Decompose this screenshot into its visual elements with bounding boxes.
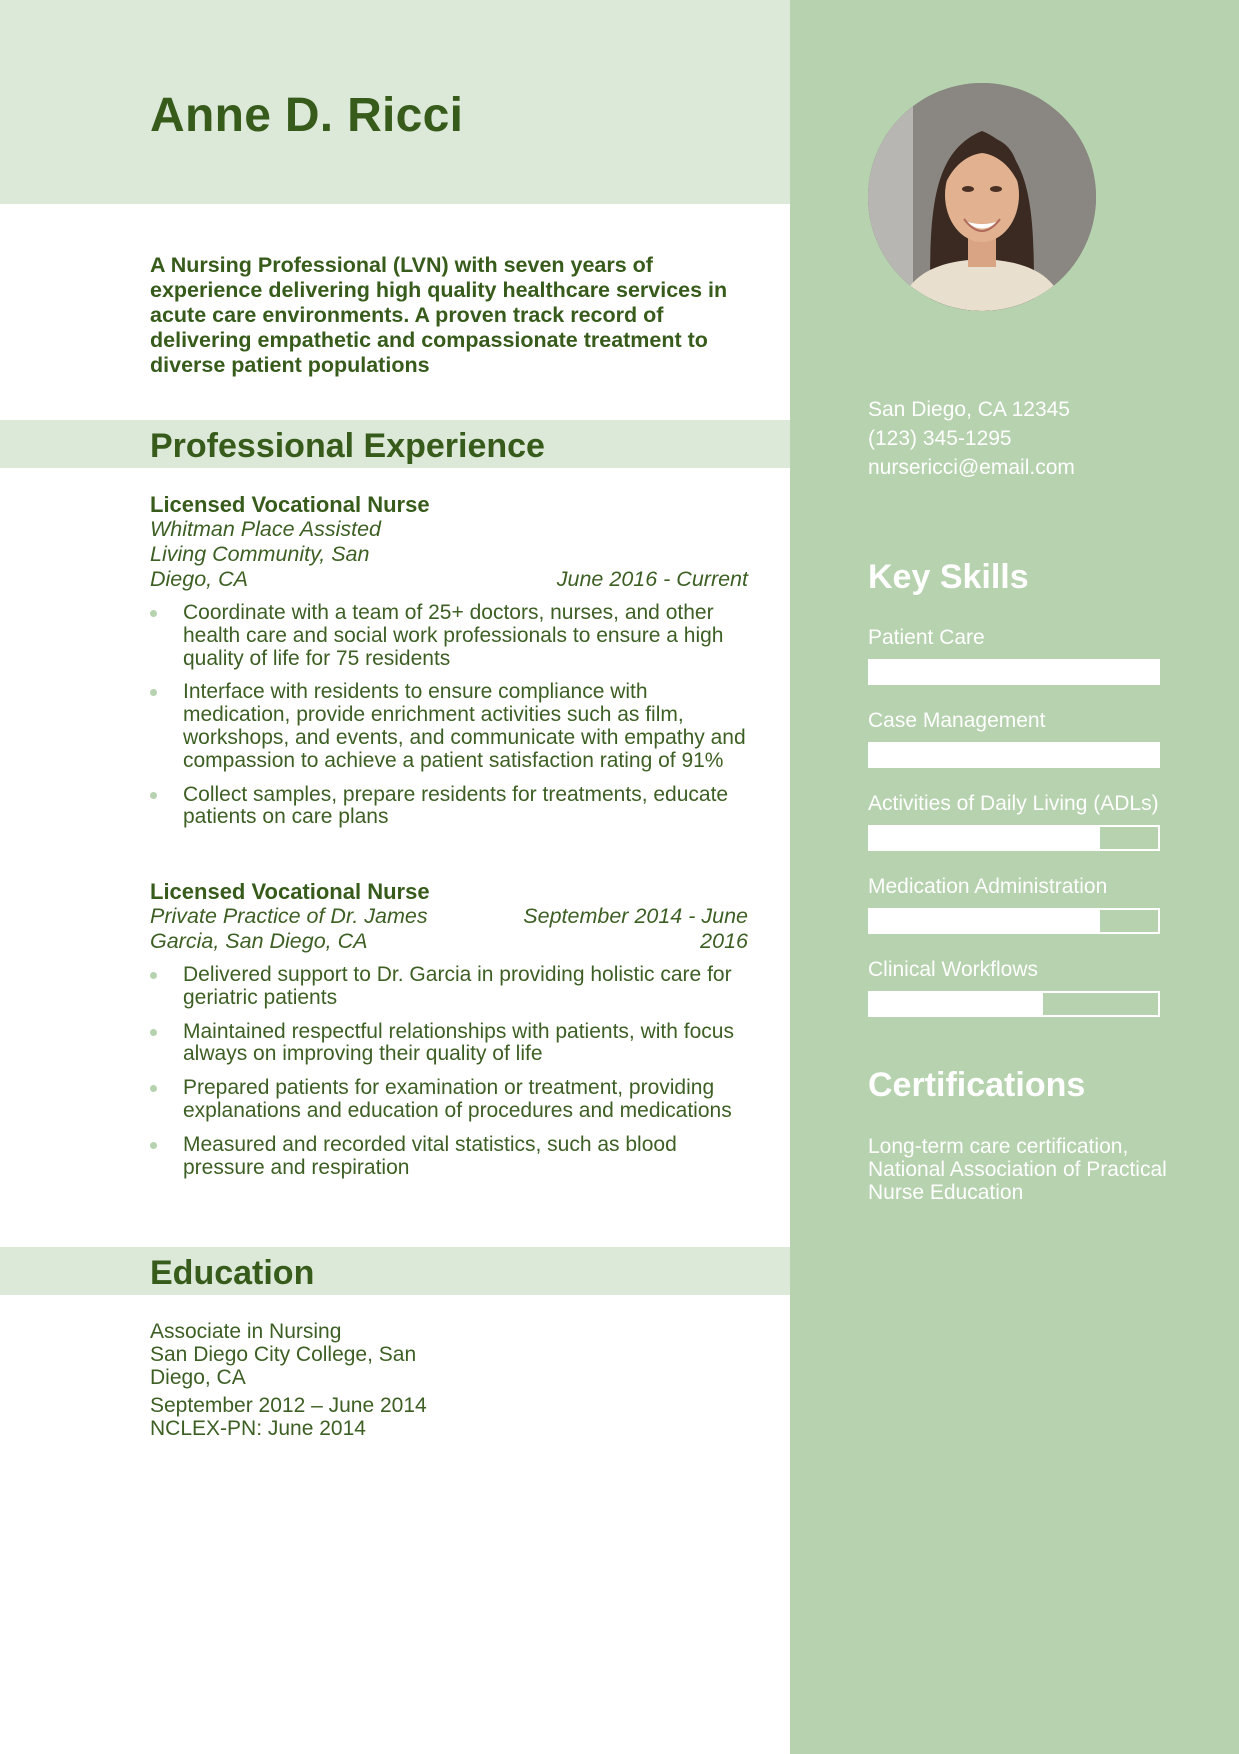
bullet-icon [150, 689, 157, 696]
job-bullets [150, 602, 748, 829]
skill-bar-fill [870, 827, 1100, 849]
job-meta [150, 517, 748, 592]
education-dates: September 2012 – June 2014 [150, 1394, 427, 1417]
education-school: San Diego City College, San Diego, CA [150, 1343, 417, 1389]
education-heading: Education [150, 1254, 315, 1292]
skill-label: Medication Administration [868, 875, 1108, 898]
bullet-icon [150, 1142, 157, 1149]
bullet-icon [150, 972, 157, 979]
skill-bar-fill [870, 661, 1158, 683]
job-employer: Whitman Place Assisted Living Community, San Diego, CA [150, 517, 382, 591]
bullet-text: Coordinate with a team of 25+ doctors, nurses, and other health care and social work professionals to ensure a high quality of life for 75 residents [183, 601, 724, 670]
education-license: NCLEX-PN: June 2014 [150, 1417, 366, 1440]
education-degree: Associate in Nursing [150, 1320, 342, 1343]
job-title: Licensed Vocational Nurse [150, 492, 430, 517]
skill-label: Clinical Workflows [868, 958, 1038, 981]
skill-item [868, 625, 1160, 685]
job-employer: Private Practice of Dr. James Garcia, San Diego, CA [150, 904, 428, 953]
skill-label: Patient Care [868, 626, 985, 649]
bullet-item [150, 1021, 748, 1067]
certifications-text: Long-term care certification, National Association of Practical Nurse Education [868, 1135, 1167, 1204]
bullet-item [150, 681, 748, 772]
contact-info [868, 395, 1075, 482]
job-entry [150, 879, 748, 1190]
bullet-text: Maintained respectful relationships with patients, with focus always on improving their quality of life [183, 1019, 734, 1066]
skill-bar [868, 908, 1160, 934]
skill-bar-fill [870, 993, 1043, 1015]
skill-bar-fill [870, 744, 1158, 766]
candidate-name: Anne D. Ricci [150, 89, 464, 142]
contact-phone[interactable]: (123) 345-1295 [868, 427, 1012, 450]
bullet-text: Collect samples, prepare residents for treatments, educate patients on care plans [183, 782, 729, 829]
education-entry [150, 1320, 450, 1440]
skill-bar [868, 659, 1160, 685]
bullet-text: Measured and recorded vital statistics, such as blood pressure and respiration [183, 1132, 677, 1179]
job-bullets [150, 964, 748, 1179]
skill-bar [868, 742, 1160, 768]
skill-label: Case Management [868, 709, 1046, 732]
contact-address: San Diego, CA 12345 [868, 398, 1070, 421]
skill-label: Activities of Daily Living (ADLs) [868, 792, 1159, 815]
bullet-icon [150, 792, 157, 799]
profile-photo-icon [868, 83, 1096, 311]
skill-item [868, 874, 1160, 934]
bullet-item [150, 602, 748, 670]
bullet-text: Interface with residents to ensure compliance with medication, provide enrichment activities such as film, workshops, and events, and communicate with empathy and compassion to achieve a patient satisfaction rating of 91% [183, 680, 746, 772]
profile-photo [868, 83, 1096, 311]
job-entry [150, 492, 748, 840]
bullet-icon [150, 610, 157, 617]
job-meta [150, 904, 748, 954]
bullet-text: Delivered support to Dr. Garcia in providing holistic care for geriatric patients [183, 963, 732, 1009]
skill-item [868, 708, 1160, 768]
job-title: Licensed Vocational Nurse [150, 879, 430, 904]
job-dates: September 2014 - June 2016 [523, 904, 748, 953]
contact-email[interactable]: nursericci@email.com [868, 456, 1075, 479]
skill-bar [868, 991, 1160, 1017]
skill-bar-fill [870, 910, 1100, 932]
education-band [0, 1247, 790, 1295]
bullet-item [150, 964, 748, 1010]
bullet-icon [150, 1085, 157, 1092]
skill-item [868, 791, 1160, 851]
bullet-item [150, 1077, 748, 1123]
skill-bar [868, 825, 1160, 851]
bullet-text: Prepared patients for examination or treatment, providing explanations and education of procedures and medications [183, 1076, 732, 1122]
experience-heading: Professional Experience [150, 427, 545, 465]
bullet-item [150, 784, 748, 830]
skill-item [868, 957, 1160, 1017]
certifications-heading: Certifications [868, 1066, 1086, 1104]
bullet-item [150, 1134, 748, 1180]
key-skills-heading: Key Skills [868, 558, 1029, 596]
profile-summary: A Nursing Professional (LVN) with seven years of experience delivering high quality healthcare services in acute care environments. A proven track record of delivering empathetic and compassionate treatment to diverse patient populations [150, 253, 728, 377]
job-dates: June 2016 - Current [556, 567, 748, 591]
bullet-icon [150, 1029, 157, 1036]
